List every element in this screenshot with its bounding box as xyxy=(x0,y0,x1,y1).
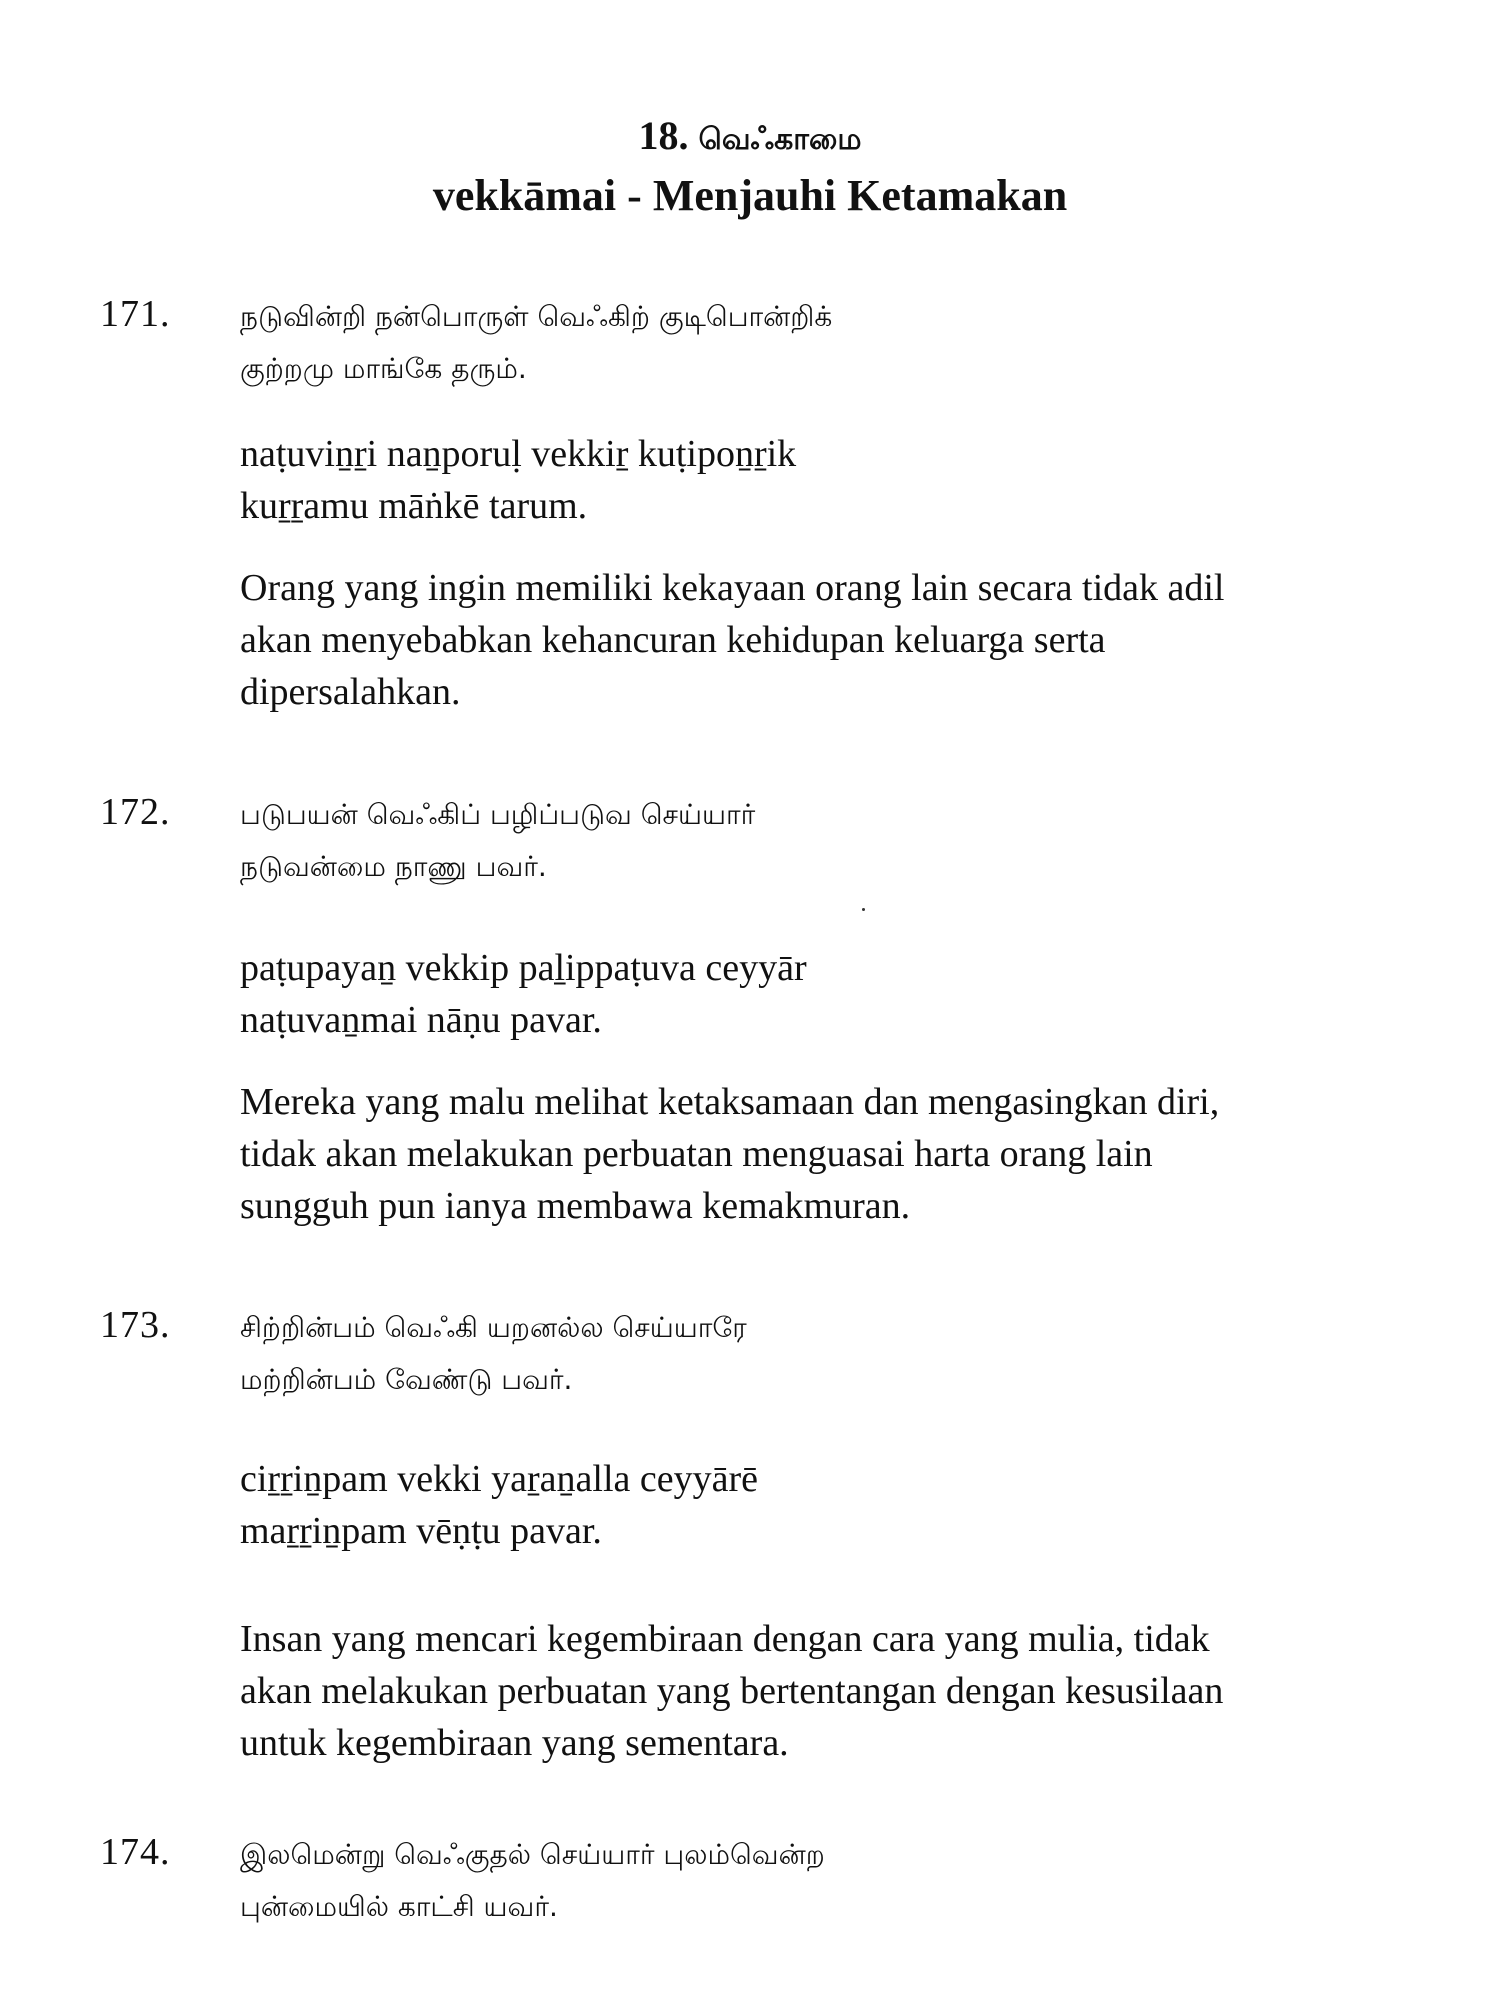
chapter-heading xyxy=(0,112,1500,161)
translit-line-2: maṟṟiṉpam vēṇṭu pavar. xyxy=(240,1510,602,1552)
chapter-subtitle: vekkāmai - Menjauhi Ketamakan xyxy=(432,171,1068,220)
translit-line-2: naṭuvaṉmai nāṇu pavar. xyxy=(240,999,602,1041)
meaning-line-1: Insan yang mencari kegembiraan dengan cara yang mulia, tidak xyxy=(240,1618,1210,1660)
tamil-line-1: படுபயன் வெஃகிப் பழிப்படுவ செய்யார் xyxy=(240,798,756,831)
chapter-number: 18. xyxy=(638,113,689,158)
translit-line-1: naṭuviṉṟi naṉporuḷ vekkiṟ kuṭipoṉṟik xyxy=(240,433,797,475)
stray-dot xyxy=(862,908,865,911)
tamil-line-1: சிற்றின்பம் வெஃகி யறனல்ல செய்யாரே xyxy=(240,1311,747,1344)
meaning-line-3: untuk kegembiraan yang sementara. xyxy=(240,1722,789,1764)
transliteration xyxy=(240,1453,758,1557)
tamil-line-2: புன்மையில் காட்சி யவர். xyxy=(240,1890,558,1923)
meaning xyxy=(240,1076,1420,1232)
tamil-line-1: நடுவின்றி நன்பொருள் வெஃகிற் குடிபொன்றிக் xyxy=(240,300,833,333)
meaning-line-2: akan melakukan perbuatan yang bertentangan dengan kesusilaan xyxy=(240,1670,1224,1712)
meaning-line-2: tidak akan melakukan perbuatan menguasai harta orang lain xyxy=(240,1133,1153,1175)
transliteration xyxy=(240,428,796,532)
verse-number: 174. xyxy=(100,1831,171,1873)
verse-number: 171. xyxy=(100,293,171,335)
chapter-tamil-title: வெஃகாமை xyxy=(698,122,862,157)
tamil-line-2: குற்றமு மாங்கே தரும். xyxy=(240,352,527,385)
tamil-line-2: மற்றின்பம் வேண்டு பவர். xyxy=(240,1363,573,1396)
verse-number: 173. xyxy=(100,1304,171,1346)
verse-number: 172. xyxy=(100,791,171,833)
translit-line-2: kuṟṟamu māṅkē tarum. xyxy=(240,485,588,527)
meaning xyxy=(240,562,1420,718)
tamil-line-2: நடுவன்மை நாணு பவர். xyxy=(240,850,547,883)
meaning-line-3: sungguh pun ianya membawa kemakmuran. xyxy=(240,1185,911,1227)
meaning-line-1: Mereka yang malu melihat ketaksamaan dan mengasingkan diri, xyxy=(240,1081,1220,1123)
meaning-line-2: akan menyebabkan kehancuran kehidupan keluarga serta xyxy=(240,619,1106,661)
transliteration xyxy=(240,942,807,1046)
translit-line-1: paṭupayaṉ vekkip paḻippaṭuva ceyyār xyxy=(240,947,807,989)
translit-line-1: ciṟṟiṉpam vekki yaṟaṉalla ceyyārē xyxy=(240,1458,758,1500)
tamil-line-1: இலமென்று வெஃகுதல் செய்யார் புலம்வென்ற xyxy=(240,1838,825,1871)
meaning xyxy=(240,1613,1420,1769)
meaning-line-1: Orang yang ingin memiliki kekayaan orang lain secara tidak adil xyxy=(240,567,1225,609)
meaning-line-3: dipersalahkan. xyxy=(240,671,461,713)
